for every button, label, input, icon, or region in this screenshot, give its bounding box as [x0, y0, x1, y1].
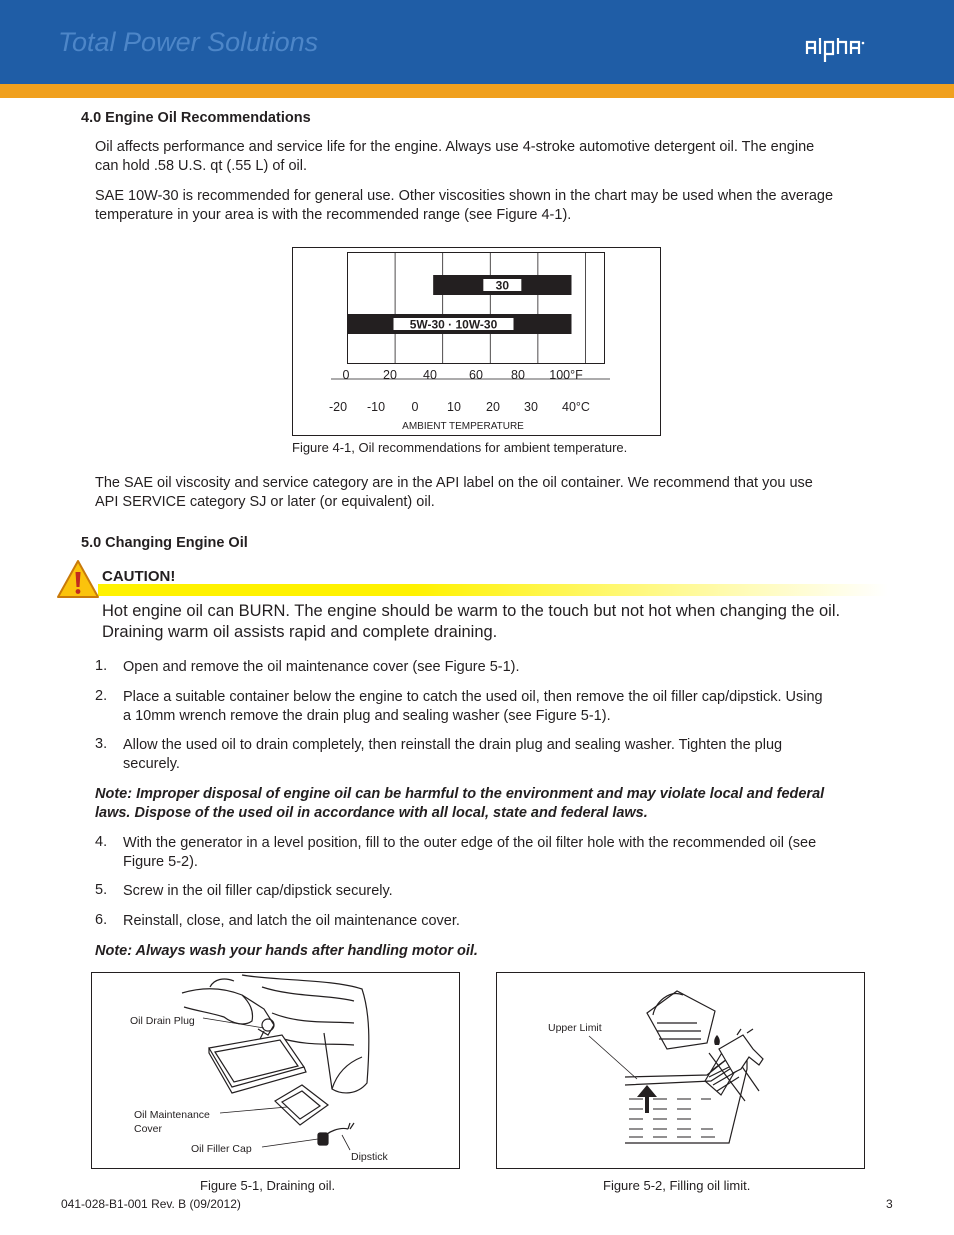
- figure-5-2-caption: Figure 5-2, Filling oil limit.: [603, 1178, 751, 1193]
- label-upper-limit: Upper Limit: [548, 1022, 602, 1034]
- filling-oil-limit-illustration: [497, 973, 864, 1168]
- list-item-step-3: Allow the used oil to drain completely, then reinstall the drain plug and sealing washer. Tighten the plug securely.: [123, 737, 783, 772]
- tick-label-c: 20: [486, 400, 500, 414]
- step-number: 1.: [95, 658, 108, 674]
- chart-xlabel: AMBIENT TEMPERATURE: [402, 421, 524, 432]
- draining-oil-illustration: [92, 973, 459, 1168]
- label-oil-maintenance-cover-2: Cover: [134, 1123, 163, 1135]
- tick-label-c: 30: [524, 400, 538, 414]
- step-number: 4.: [95, 834, 108, 850]
- step-number: 5.: [95, 882, 108, 898]
- tick-label-f: 0: [342, 368, 350, 382]
- step-number: 2.: [95, 688, 108, 704]
- tick-label-c: -10: [366, 400, 386, 414]
- caution-text: Hot engine oil can BURN. The engine should be warm to the touch but not hot when changing the oil. Draining warm oil assists rapid and complete draining.: [102, 602, 841, 641]
- list-item-step-5: Screw in the oil filler cap/dipstick securely.: [123, 883, 393, 899]
- tick-label-f: 20: [383, 368, 397, 382]
- section-heading-oil-recommendations: 4.0 Engine Oil Recommendations: [81, 110, 311, 126]
- figure-4-1-caption: Figure 4-1, Oil recommendations for ambient temperature.: [292, 440, 628, 455]
- tick-label-c: -20: [328, 400, 348, 414]
- tick-label-f: 100°F: [549, 368, 583, 382]
- brand-title: Total Power Solutions: [58, 27, 319, 57]
- step-number: 3.: [95, 736, 108, 752]
- chart-plot-frame: [348, 253, 605, 364]
- label-oil-maintenance-cover-1: Oil Maintenance: [134, 1109, 210, 1121]
- oil-viscosity-chart: [292, 247, 661, 436]
- alpha-logo-icon: [804, 34, 866, 64]
- label-oil-filler-cap: Oil Filler Cap: [191, 1143, 252, 1155]
- list-item-step-1: Open and remove the oil maintenance cover (see Figure 5-1).: [123, 659, 520, 675]
- step-number: 6.: [95, 912, 108, 928]
- tick-label-c: 10: [447, 400, 461, 414]
- tick-label-c: 0: [411, 400, 419, 414]
- list-item-step-4: With the generator in a level position, fill to the outer edge of the oil filter hole with the recommended oil (see Figure 5-2).: [123, 835, 817, 870]
- footer-page-number: 3: [886, 1197, 893, 1211]
- list-item-step-2: Place a suitable container below the engine to catch the used oil, then remove the oil filler cap/dipstick. Using a 10mm wrench remove the drain plug and sealing washer (see Figure 5-1).: [123, 689, 823, 724]
- bar-label: 30: [495, 278, 510, 293]
- figure-5-1-box: [91, 972, 460, 1169]
- list-item-step-6: Reinstall, close, and latch the oil maintenance cover.: [123, 913, 460, 929]
- figure-5-1-caption: Figure 5-1, Draining oil.: [200, 1178, 336, 1193]
- paragraph-api-label: The SAE oil viscosity and service category are in the API label on the oil container. We recommend that you use API SERVICE category SJ or later (or equivalent) oil.: [95, 475, 813, 510]
- label-dipstick: Dipstick: [351, 1151, 388, 1163]
- footer-doc-number: 041-028-B1-001 Rev. B (09/2012): [61, 1197, 241, 1211]
- tick-label-f: 80: [511, 368, 525, 382]
- note-wash-hands: Note: Always wash your hands after handling motor oil.: [95, 943, 478, 959]
- figure-5-2-box: [496, 972, 865, 1169]
- paragraph-viscosity: SAE 10W-30 is recommended for general use. Other viscosities shown in the chart may be used when the average temperature in your area is with the recommended range (see Figure 4-1).: [95, 188, 834, 223]
- section-heading-changing-oil: 5.0 Changing Engine Oil: [81, 535, 248, 551]
- tick-label-f: 60: [469, 368, 483, 382]
- tick-label-f: 40: [423, 368, 437, 382]
- label-oil-drain-plug: Oil Drain Plug: [130, 1015, 195, 1027]
- caution-label: CAUTION!: [102, 568, 176, 585]
- tick-label-c: 40°C: [562, 400, 590, 414]
- paragraph-oil-performance: Oil affects performance and service life for the engine. Always use 4-stroke automotive detergent oil. The engine can hold .58 U.S. qt (.55 L) of oil.: [95, 139, 815, 174]
- warning-triangle-icon: [55, 558, 101, 600]
- note-disposal: Note: Improper disposal of engine oil can be harmful to the environment and may violate local and federal laws. Dispose of the used oil in accordance with all local, state and federal laws.: [95, 786, 825, 821]
- bar-label: 5W-30 · 10W-30: [409, 317, 498, 332]
- header-stripe: [0, 84, 954, 98]
- caution-highlight-bar: [98, 584, 888, 596]
